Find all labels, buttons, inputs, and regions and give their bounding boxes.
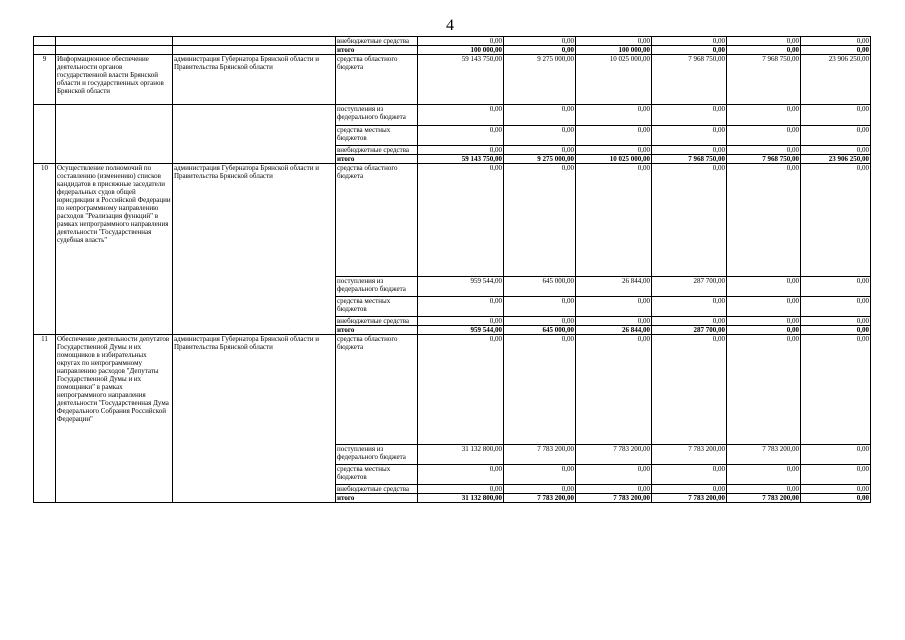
value-cell: 0,00 (652, 46, 727, 55)
value-cell: 7 968 750,00 (727, 55, 801, 105)
value-cell: 0,00 (652, 37, 727, 46)
value-cell: 0,00 (418, 485, 504, 494)
page-number: 4 (446, 17, 454, 34)
value-cell: 0,00 (801, 297, 871, 317)
value-cell: 287 700,00 (652, 326, 727, 335)
fund-source-label: внебюджетные средства (336, 485, 418, 494)
table-row (34, 46, 871, 55)
value-cell: 0,00 (418, 37, 504, 46)
value-cell: 0,00 (576, 37, 652, 46)
fund-source-label: внебюджетные средства (336, 317, 418, 326)
value-cell: 0,00 (727, 164, 801, 277)
value-cell: 0,00 (801, 146, 871, 155)
fund-source-label: итого (336, 494, 418, 503)
value-cell: 0,00 (504, 164, 576, 277)
value-cell: 0,00 (652, 297, 727, 317)
value-cell: 0,00 (652, 126, 727, 146)
value-cell: 0,00 (418, 297, 504, 317)
value-cell: 31 132 800,00 (418, 494, 504, 503)
value-cell: 31 132 800,00 (418, 445, 504, 465)
fund-source-label: внебюджетные средства (336, 37, 418, 46)
value-cell: 0,00 (727, 277, 801, 297)
executor: администрация Губернатора Брянской области и Правительства Брянской области (173, 55, 336, 105)
fund-source-label: средства местных бюджетов (336, 465, 418, 485)
measure-name: Обеспечение деятельности депутатов Государственной Думы и их помощников в избирательных округах по непрограммному направлению расходов "Депутаты Государственной Думы и их помощники" в рамках непрограммного направления деятельности "Государственная Дума Федерального Собрания Российской Федерации" (56, 335, 173, 503)
value-cell: 7 783 200,00 (652, 445, 727, 465)
fund-source-label: средства областного бюджета (336, 55, 418, 105)
value-cell: 0,00 (652, 317, 727, 326)
value-cell: 0,00 (727, 297, 801, 317)
value-cell: 0,00 (801, 317, 871, 326)
value-cell: 0,00 (576, 297, 652, 317)
value-cell: 0,00 (801, 326, 871, 335)
fund-source-label: поступления из федерального бюджета (336, 277, 418, 297)
value-cell: 0,00 (418, 317, 504, 326)
value-cell: 0,00 (727, 37, 801, 46)
measure-name: Осуществление полномочий по составлению (изменению) списков кандидатов в присяжные заседатели федеральных судов общей юрисдикции в Российской Федерации по непрограммному направлению расходов "Реализация функций" в рамках непрограммного направления деятельности "Государственная судебная власть" (56, 164, 173, 335)
value-cell: 7 783 200,00 (652, 494, 727, 503)
value-cell: 59 143 750,00 (418, 155, 504, 164)
empty-cell (34, 37, 56, 46)
value-cell: 0,00 (576, 146, 652, 155)
value-cell: 10 025 000,00 (576, 55, 652, 105)
value-cell: 0,00 (727, 46, 801, 55)
value-cell: 23 906 250,00 (801, 155, 871, 164)
fund-source-label: поступления из федерального бюджета (336, 445, 418, 465)
value-cell: 0,00 (801, 46, 871, 55)
empty-cell (173, 105, 336, 164)
value-cell: 0,00 (801, 485, 871, 494)
value-cell: 959 544,00 (418, 326, 504, 335)
table-row (34, 335, 871, 445)
fund-source-label: итого (336, 155, 418, 164)
value-cell: 0,00 (504, 335, 576, 445)
value-cell: 7 783 200,00 (504, 494, 576, 503)
fund-source-label: итого (336, 46, 418, 55)
executor: администрация Губернатора Брянской области и Правительства Брянской области (173, 335, 336, 503)
value-cell: 0,00 (418, 105, 504, 126)
value-cell: 0,00 (727, 317, 801, 326)
value-cell: 959 544,00 (418, 277, 504, 297)
table-body (34, 37, 871, 503)
value-cell: 0,00 (801, 465, 871, 485)
value-cell: 7 783 200,00 (576, 494, 652, 503)
value-cell: 0,00 (652, 485, 727, 494)
value-cell: 0,00 (504, 465, 576, 485)
value-cell: 0,00 (801, 126, 871, 146)
item-number: 11 (34, 335, 56, 503)
value-cell: 7 968 750,00 (727, 155, 801, 164)
fund-source-label: средства местных бюджетов (336, 126, 418, 146)
value-cell: 0,00 (504, 46, 576, 55)
value-cell: 287 700,00 (652, 277, 727, 297)
value-cell: 645 000,00 (504, 277, 576, 297)
value-cell: 645 000,00 (504, 326, 576, 335)
value-cell: 0,00 (504, 485, 576, 494)
value-cell: 0,00 (576, 485, 652, 494)
value-cell: 0,00 (504, 126, 576, 146)
value-cell: 10 025 000,00 (576, 155, 652, 164)
value-cell: 0,00 (727, 465, 801, 485)
value-cell: 0,00 (801, 494, 871, 503)
value-cell: 23 906 250,00 (801, 55, 871, 105)
value-cell: 9 275 000,00 (504, 155, 576, 164)
fund-source-label: итого (336, 326, 418, 335)
value-cell: 0,00 (652, 164, 727, 277)
value-cell: 26 844,00 (576, 277, 652, 297)
empty-cell (173, 37, 336, 46)
value-cell: 0,00 (652, 465, 727, 485)
value-cell: 0,00 (801, 335, 871, 445)
value-cell: 0,00 (504, 105, 576, 126)
table-row (34, 164, 871, 277)
value-cell: 0,00 (504, 146, 576, 155)
value-cell: 7 783 200,00 (576, 445, 652, 465)
value-cell: 0,00 (504, 297, 576, 317)
value-cell: 59 143 750,00 (418, 55, 504, 105)
value-cell: 0,00 (418, 465, 504, 485)
value-cell: 0,00 (652, 105, 727, 126)
value-cell: 7 783 200,00 (727, 445, 801, 465)
value-cell: 0,00 (576, 317, 652, 326)
value-cell: 0,00 (576, 126, 652, 146)
value-cell: 7 783 200,00 (727, 494, 801, 503)
value-cell: 0,00 (504, 37, 576, 46)
table-row (34, 105, 871, 126)
value-cell: 0,00 (727, 105, 801, 126)
budget-table (33, 36, 871, 503)
value-cell: 0,00 (576, 465, 652, 485)
value-cell: 0,00 (727, 485, 801, 494)
value-cell: 0,00 (727, 335, 801, 445)
measure-name: Информационное обеспечение деятельности органов государственной власти Брянской области и государственных органов Брянской области (56, 55, 173, 105)
fund-source-label: поступления из федерального бюджета (336, 105, 418, 126)
item-number: 9 (34, 55, 56, 105)
executor: администрация Губернатора Брянской области и Правительства Брянской области (173, 164, 336, 335)
fund-source-label: внебюджетные средства (336, 146, 418, 155)
empty-cell (34, 105, 56, 164)
item-number: 10 (34, 164, 56, 335)
value-cell: 0,00 (576, 105, 652, 126)
value-cell: 0,00 (418, 335, 504, 445)
value-cell: 0,00 (418, 164, 504, 277)
value-cell: 0,00 (801, 277, 871, 297)
empty-cell (56, 46, 173, 55)
value-cell: 100 000,00 (418, 46, 504, 55)
table-row (34, 55, 871, 105)
value-cell: 7 783 200,00 (504, 445, 576, 465)
value-cell: 0,00 (801, 445, 871, 465)
empty-cell (173, 46, 336, 55)
value-cell: 7 968 750,00 (652, 155, 727, 164)
empty-cell (56, 105, 173, 164)
value-cell: 0,00 (801, 164, 871, 277)
fund-source-label: средства местных бюджетов (336, 297, 418, 317)
value-cell: 9 275 000,00 (504, 55, 576, 105)
value-cell: 0,00 (652, 146, 727, 155)
fund-source-label: средства областного бюджета (336, 335, 418, 445)
value-cell: 100 000,00 (576, 46, 652, 55)
value-cell: 0,00 (727, 326, 801, 335)
fund-source-label: средства областного бюджета (336, 164, 418, 277)
value-cell: 0,00 (801, 37, 871, 46)
value-cell: 0,00 (727, 126, 801, 146)
value-cell: 0,00 (576, 335, 652, 445)
value-cell: 0,00 (801, 105, 871, 126)
value-cell: 0,00 (418, 146, 504, 155)
value-cell: 7 968 750,00 (652, 55, 727, 105)
value-cell: 0,00 (727, 146, 801, 155)
empty-cell (34, 46, 56, 55)
empty-cell (56, 37, 173, 46)
value-cell: 0,00 (576, 164, 652, 277)
table-row (34, 37, 871, 46)
value-cell: 0,00 (418, 126, 504, 146)
value-cell: 0,00 (652, 335, 727, 445)
value-cell: 26 844,00 (576, 326, 652, 335)
value-cell: 0,00 (504, 317, 576, 326)
